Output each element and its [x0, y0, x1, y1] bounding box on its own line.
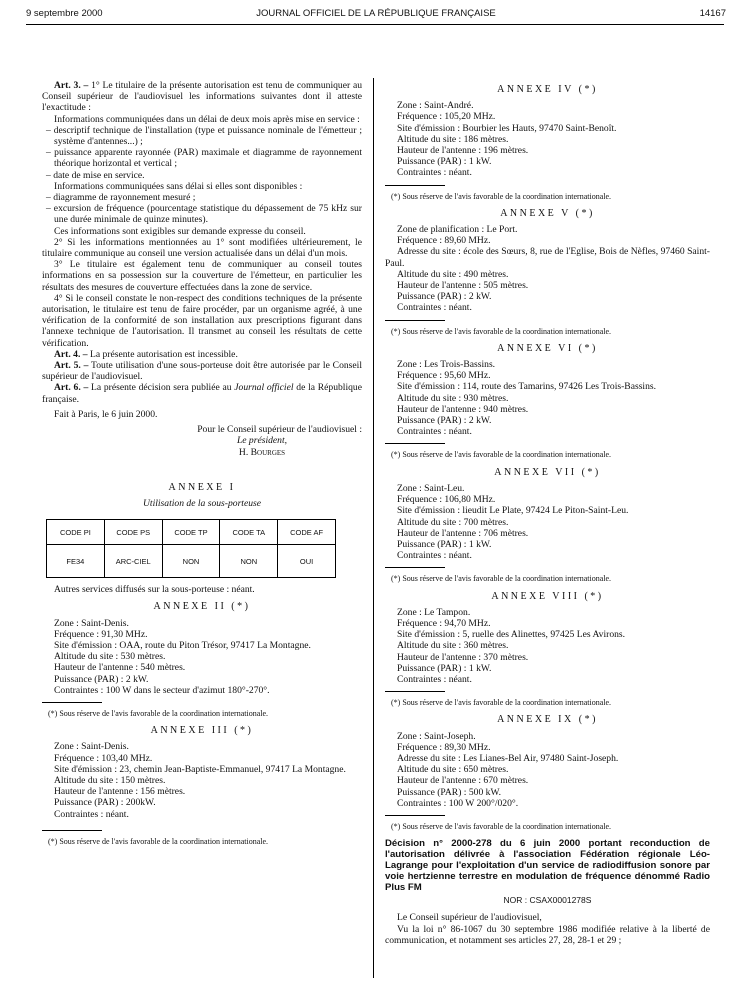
- annexe-line: Hauteur de l'antenne : 706 mètres.: [397, 527, 529, 539]
- article-3-para: 2° Si les informations mentionnées au 1° sont modifiées ultérieurement, le titulaire communique au conseil une version actualisée dans un délai d'un mois.: [42, 236, 362, 260]
- annexe-line: Altitude du site : 150 mètres.: [54, 774, 166, 786]
- list-item: – descriptif technique de l'installation (type et puissance nominale de l'émetteur ; système d'antennes...) ;: [46, 124, 362, 148]
- article-5: Art. 5. – Toute utilisation d'une sous-porteuse doit être autorisée par le Conseil supérieur de l'audiovisuel.: [42, 360, 362, 383]
- list-item: – diagramme de rayonnement mesuré ;: [46, 192, 196, 204]
- annexe-line: Altitude du site : 700 mètres.: [397, 516, 509, 528]
- annexe-line: Fréquence : 91,30 MHz.: [54, 628, 148, 640]
- annexe-line: Hauteur de l'antenne : 156 mètres.: [54, 786, 186, 798]
- annexe-line: Puissance (PAR) : 1 kW.: [397, 662, 492, 674]
- annexe-line: Contraintes : 100 W 200°/020°.: [397, 797, 519, 809]
- fait-a-paris: Fait à Paris, le 6 juin 2000.: [54, 408, 158, 420]
- left-column: [42, 80, 362, 851]
- table-header: CODE AF: [278, 520, 336, 545]
- annexe-9-title: ANNEXE IX (*): [497, 714, 598, 726]
- footnote: (*) Sous réserve de l'avis favorable de la coordination internationale.: [391, 450, 612, 460]
- annexe-line: Contraintes : néant.: [397, 426, 472, 438]
- article-3-para: Ces informations sont exigibles sur demande expresse du conseil.: [54, 225, 306, 237]
- footnote: (*) Sous réserve de l'avis favorable de la coordination internationale.: [48, 708, 269, 718]
- annexe-line: Hauteur de l'antenne : 370 mètres.: [397, 651, 529, 663]
- article-6: Art. 6. – La présente décision sera publiée au Journal officiel de la République française.: [42, 382, 362, 405]
- annexe-line: Zone : Saint-André.: [397, 100, 474, 112]
- table-cell: FE34: [47, 545, 105, 578]
- footnote-rule: [42, 830, 102, 831]
- annexe-line: Site d'émission : OAA, route du Piton Trésor, 97417 La Montagne.: [54, 639, 311, 651]
- table-header: CODE PI: [47, 520, 105, 545]
- article-3-para: Informations communiquées dans un délai de deux mois après mise en service :: [54, 113, 360, 125]
- annexe-line: Altitude du site : 650 mètres.: [397, 764, 509, 776]
- annexe-4-title: ANNEXE IV (*): [497, 84, 598, 95]
- list-item: – puissance apparente rayonnée (PAR) maximale et diagramme de rayonnement théorique horizontal et vertical ;: [46, 147, 362, 170]
- annexe-line: Hauteur de l'antenne : 940 mètres.: [397, 403, 529, 415]
- nor-reference: NOR : CSAX0001278S: [503, 895, 592, 906]
- article-3-para: 3° Le titulaire est également tenu de communiquer au conseil toutes informations en sa possession sur la couverture de l'émetteur, en particulier les résultats des mesures de couverture effectuées dans la zone de service.: [42, 259, 362, 293]
- annexe-line: Puissance (PAR) : 1 kW.: [397, 156, 492, 168]
- annexe-line: Zone : Saint-Joseph.: [397, 730, 476, 742]
- annexe-line: Adresse du site : Les Lianes-Bel Air, 97480 Saint-Joseph.: [397, 752, 619, 764]
- journal-title: JOURNAL OFFICIEL DE LA RÉPUBLIQUE FRANÇAISE: [256, 8, 496, 19]
- annexe-line: Puissance (PAR) : 500 kW.: [397, 786, 502, 798]
- annexe-line: Site d'émission : Bourbier les Hauts, 97470 Saint-Benoît.: [397, 122, 617, 134]
- table-cell: NON: [220, 545, 278, 578]
- footnote: (*) Sous réserve de l'avis favorable de la coordination internationale.: [391, 574, 612, 584]
- table-header: CODE TA: [220, 520, 278, 545]
- article-3-para: 4° Si le conseil constate le non-respect des conditions techniques de la présente autorisation, le titulaire est tenu de faire procéder, par un organisme agréé, à une vérification de la conformité de son installation aux prescriptions figurant dans l'annexe technique de l'autorisation. Il transmet au conseil les résultats de cette vérification.: [42, 292, 362, 349]
- table-cell: NON: [162, 545, 220, 578]
- annexe-line: Puissance (PAR) : 200kW.: [54, 797, 156, 809]
- table-header: CODE TP: [162, 520, 220, 545]
- footnote: (*) Sous réserve de l'avis favorable de la coordination internationale.: [391, 698, 612, 708]
- annexe-line: Puissance (PAR) : 2 kW.: [397, 415, 492, 427]
- footnote-rule: [385, 815, 445, 816]
- codes-table: [46, 519, 336, 578]
- footnote-rule: [385, 185, 445, 186]
- right-column: [385, 84, 710, 946]
- annexe-line: Zone : Saint-Denis.: [54, 617, 129, 629]
- annexe-line: Fréquence : 106,80 MHz.: [397, 494, 496, 506]
- footnote-rule: [385, 691, 445, 692]
- annexe-7-title: ANNEXE VII (*): [494, 466, 601, 478]
- annexe-line: Fréquence : 103,40 MHz.: [54, 752, 153, 764]
- annexe-line: Fréquence : 89,30 MHz.: [397, 741, 491, 753]
- annexe-line: Site d'émission : 114, route des Tamarins, 97426 Les Trois-Bassins.: [397, 381, 657, 393]
- page-header: [26, 8, 726, 24]
- annexe-line: Zone : Saint-Leu.: [397, 482, 465, 494]
- annexe-line: Fréquence : 105,20 MHz.: [397, 111, 496, 123]
- annexe-line: Site d'émission : 5, ruelle des Alinettes, 97425 Les Avirons.: [397, 629, 626, 641]
- signature-title: Le président,: [236, 435, 288, 447]
- conseil-line: Le Conseil supérieur de l'audiovisuel,: [397, 912, 542, 924]
- annexe-line: Contraintes : néant.: [397, 167, 472, 179]
- annexe-line: Contraintes : néant.: [397, 673, 472, 685]
- footnote-rule: [385, 443, 445, 444]
- annexe-line: Altitude du site : 360 mètres.: [397, 640, 509, 652]
- footnote: (*) Sous réserve de l'avis favorable de la coordination internationale.: [391, 326, 612, 336]
- vu-line: Vu la loi n° 86-1067 du 30 septembre 1986 modifiée relative à la liberté de communication, et notamment ses articles 27, 28, 28-1 et 29 ;: [385, 923, 710, 946]
- annexe-line: Puissance (PAR) : 2 kW.: [54, 673, 149, 685]
- annexe-line: Puissance (PAR) : 1 kW.: [397, 538, 492, 550]
- article-4: Art. 4. – La présente autorisation est incessible.: [54, 348, 238, 360]
- signature-line: Pour le Conseil supérieur de l'audiovisuel :: [197, 424, 362, 436]
- table-cell: OUI: [278, 545, 336, 578]
- annexe-1-title: ANNEXE I: [168, 481, 236, 493]
- footnote: (*) Sous réserve de l'avis favorable de la coordination internationale.: [48, 836, 269, 846]
- annexe-line: Contraintes : 100 W dans le secteur d'azimut 180°-270°.: [54, 684, 270, 696]
- issue-date: 9 septembre 2000: [26, 8, 103, 19]
- article-3-para: Informations communiquées sans délai si elles sont disponibles :: [54, 180, 303, 192]
- header-rule: [26, 24, 724, 25]
- page-number: 14167: [699, 8, 726, 19]
- annexe-3-title: ANNEXE III (*): [150, 725, 254, 737]
- annexe-line: Altitude du site : 530 mètres.: [54, 651, 166, 663]
- decision-title: Décision n° 2000-278 du 6 juin 2000 portant reconduction de l'autorisation délivrée à l'association Fédération régionale Léo-Lagrange pour l'exploitation d'un service de radiodiffusion sonore par voie hertzienne terrestre en modulation de fréquence dénommé Radio Plus FM: [385, 838, 710, 894]
- annexe-line: Altitude du site : 186 mètres.: [397, 133, 509, 145]
- table-header: CODE PS: [104, 520, 162, 545]
- annexe-line: Contraintes : néant.: [54, 808, 129, 820]
- list-item: – date de mise en service.: [46, 169, 145, 181]
- annexe-line: Fréquence : 94,70 MHz.: [397, 617, 491, 629]
- footnote: (*) Sous réserve de l'avis favorable de la coordination internationale.: [391, 191, 612, 201]
- table-header-row: [47, 520, 336, 545]
- footnote-rule: [385, 567, 445, 568]
- annexe-line: Contraintes : néant.: [397, 550, 472, 562]
- annexe-line: Site d'émission : 23, chemin Jean-Baptiste-Emmanuel, 97417 La Montagne.: [54, 763, 346, 775]
- annexe-line: Altitude du site : 490 mètres.: [397, 268, 509, 280]
- list-item: – excursion de fréquence (pourcentage statistique du dépassement de 75 kHz sur une durée minimale de quinze minutes).: [46, 203, 362, 226]
- footnote-rule: [385, 320, 445, 321]
- annexe-8-title: ANNEXE VIII (*): [491, 590, 604, 602]
- signature-name: H. Bourges: [238, 446, 286, 458]
- annexe-line: Adresse du site : école des Sœurs, 8, rue de l'Eglise, Bois de Nèfles, 97460 Saint-Paul.: [385, 246, 710, 269]
- annexe-line: Hauteur de l'antenne : 196 mètres.: [397, 145, 529, 157]
- footnote: (*) Sous réserve de l'avis favorable de la coordination internationale.: [391, 821, 612, 831]
- annexe-line: Zone : Saint-Denis.: [54, 741, 129, 753]
- annexe-line: Site d'émission : lieudit Le Plate, 97424 Le Piton-Saint-Leu.: [397, 505, 629, 517]
- annexe-6-title: ANNEXE VI (*): [497, 342, 598, 354]
- annexe-line: Hauteur de l'antenne : 670 mètres.: [397, 775, 529, 787]
- annexe-line: Hauteur de l'antenne : 540 mètres.: [54, 662, 186, 674]
- annexe-line: Fréquence : 89,60 MHz.: [397, 235, 491, 247]
- annexe-line: Contraintes : néant.: [397, 302, 472, 314]
- autres-services: Autres services diffusés sur la sous-porteuse : néant.: [54, 584, 255, 596]
- annexe-line: Fréquence : 95,60 MHz.: [397, 370, 491, 382]
- annexe-line: Zone de planification : Le Port.: [397, 224, 518, 236]
- annexe-line: Altitude du site : 930 mètres.: [397, 392, 509, 404]
- table-row: [47, 545, 336, 578]
- annexe-line: Zone : Le Tampon.: [397, 606, 471, 618]
- annexe-5-title: ANNEXE V (*): [500, 207, 595, 219]
- footnote-rule: [42, 702, 102, 703]
- annexe-2-title: ANNEXE II (*): [153, 601, 251, 613]
- annexe-line: Puissance (PAR) : 2 kW.: [397, 291, 492, 303]
- article-3-intro: Art. 3. – 1° Le titulaire de la présente autorisation est tenu de communiquer au Conseil supérieur de l'audiovisuel les informations suivantes dont il atteste l'exactitude :: [42, 80, 362, 114]
- annexe-line: Hauteur de l'antenne : 505 mètres.: [397, 280, 529, 292]
- annexe-1-subtitle: Utilisation de la sous-porteuse: [142, 497, 262, 509]
- column-divider: [373, 78, 374, 978]
- annexe-line: Zone : Les Trois-Bassins.: [397, 359, 496, 371]
- table-cell: ARC-CIEL: [104, 545, 162, 578]
